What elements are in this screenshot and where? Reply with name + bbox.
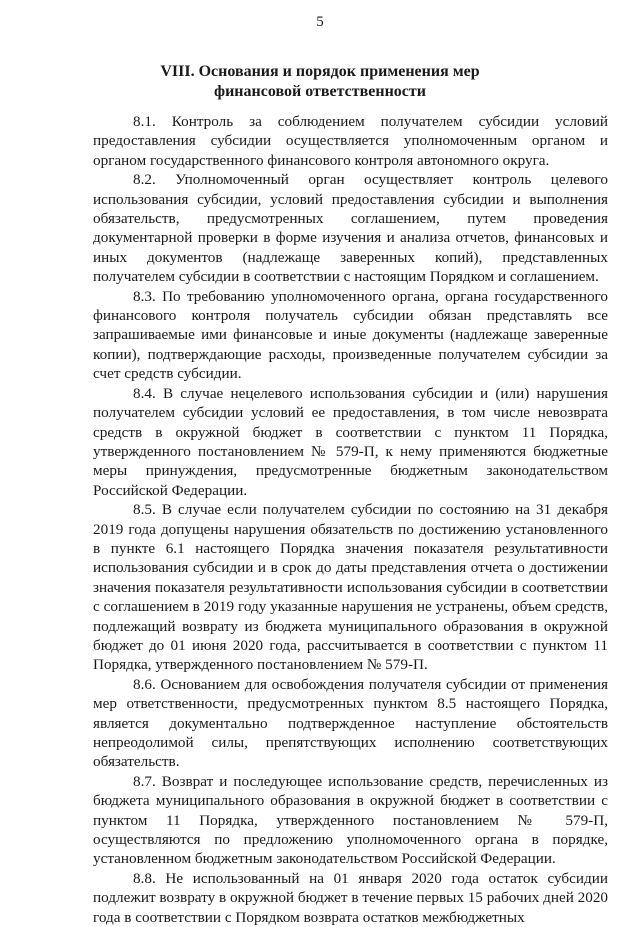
page-number: 5 (316, 14, 324, 30)
document-body (93, 112, 608, 927)
paragraph-8-4: 8.4. В случае нецелевого использования субсидии и (или) нарушения получателем субсидии условий ее предоставления, в том числе невозврата средств в окружной бюджет в соответствии с пунктом 11 Порядка, утвержденного постановлением № 579-П, к нему применяются бюджетные меры принуждения, предусмотренные бюджетным законодательством Российской Федерации. (93, 384, 608, 499)
paragraph-8-8: 8.8. Не использованный на 01 января 2020 года остаток субсидии подлежит возврату в окружной бюджет в течение первых 15 рабочих дней 2020 года в соответствии с Порядком возврата остатков межбюджетных (93, 869, 609, 926)
section-title: VIII. Основания и порядок применения мер финансовой ответственности (160, 63, 480, 100)
paragraph-8-6: 8.6. Основанием для освобождения получателя субсидии от применения мер ответственности, предусмотренных пунктом 8.5 настоящего Порядка, является документально подтвержденное наступление обстоятельств непреодолимой силы, препятствующих исполнению соответствующих обязательств. (93, 675, 608, 771)
paragraph-8-7: 8.7. Возврат и последующее использование средств, перечисленных из бюджета муниципального образования в окружной бюджет в соответствии с пунктом 11 Порядка, утвержденного постановлением № 579-П, осуществляются по предложению уполномоченного органа в порядке, установленном бюджетным законодательством Российской Федерации. (93, 772, 608, 868)
paragraph-8-3: 8.3. По требованию уполномоченного органа, органа государственного финансового контроля получатель субсидии обязан представлять все запрашиваемые ими финансовые и иные документы (надлежаще заверенные копии), подтверждающие расходы, произведенные получателем субсидии за счет средств субсидии. (93, 287, 608, 383)
paragraph-8-2: 8.2. Уполномоченный орган осуществляет контроль целевого использования субсидии, условий предоставления субсидии и выполнения обязательств, предусмотренных соглашением, путем проведения документарной проверки в форме изучения и анализа отчетов, финансовых и иных документов (надлежаще заверенных копий), представленных получателем субсидии в соответствии с настоящим Порядком и соглашением. (93, 171, 608, 286)
paragraph-8-5: 8.5. В случае если получателем субсидии по состоянию на 31 декабря 2019 года допущены нарушения обязательств по достижению установленного в пункте 6.1 настоящего Порядка значения показателя результативности использования субсидии и в срок до даты представления отчета о достижении значения показателя результативности использования субсидии в соответствии с соглашением в 2019 году указанные нарушения не устранены, объем средств, подлежащий возврату из бюджета муниципального образования в окружной бюджет до 01 июня 2020 года, рассчитывается в соответствии с пунктом 11 Порядка, утвержденного постановлением № 579-П. (93, 501, 608, 674)
paragraph-8-1: 8.1. Контроль за соблюдением получателем субсидии условий предоставления субсидии осуществляется уполномоченным органом и органом государственного финансового контроля автономного округа. (93, 113, 608, 169)
